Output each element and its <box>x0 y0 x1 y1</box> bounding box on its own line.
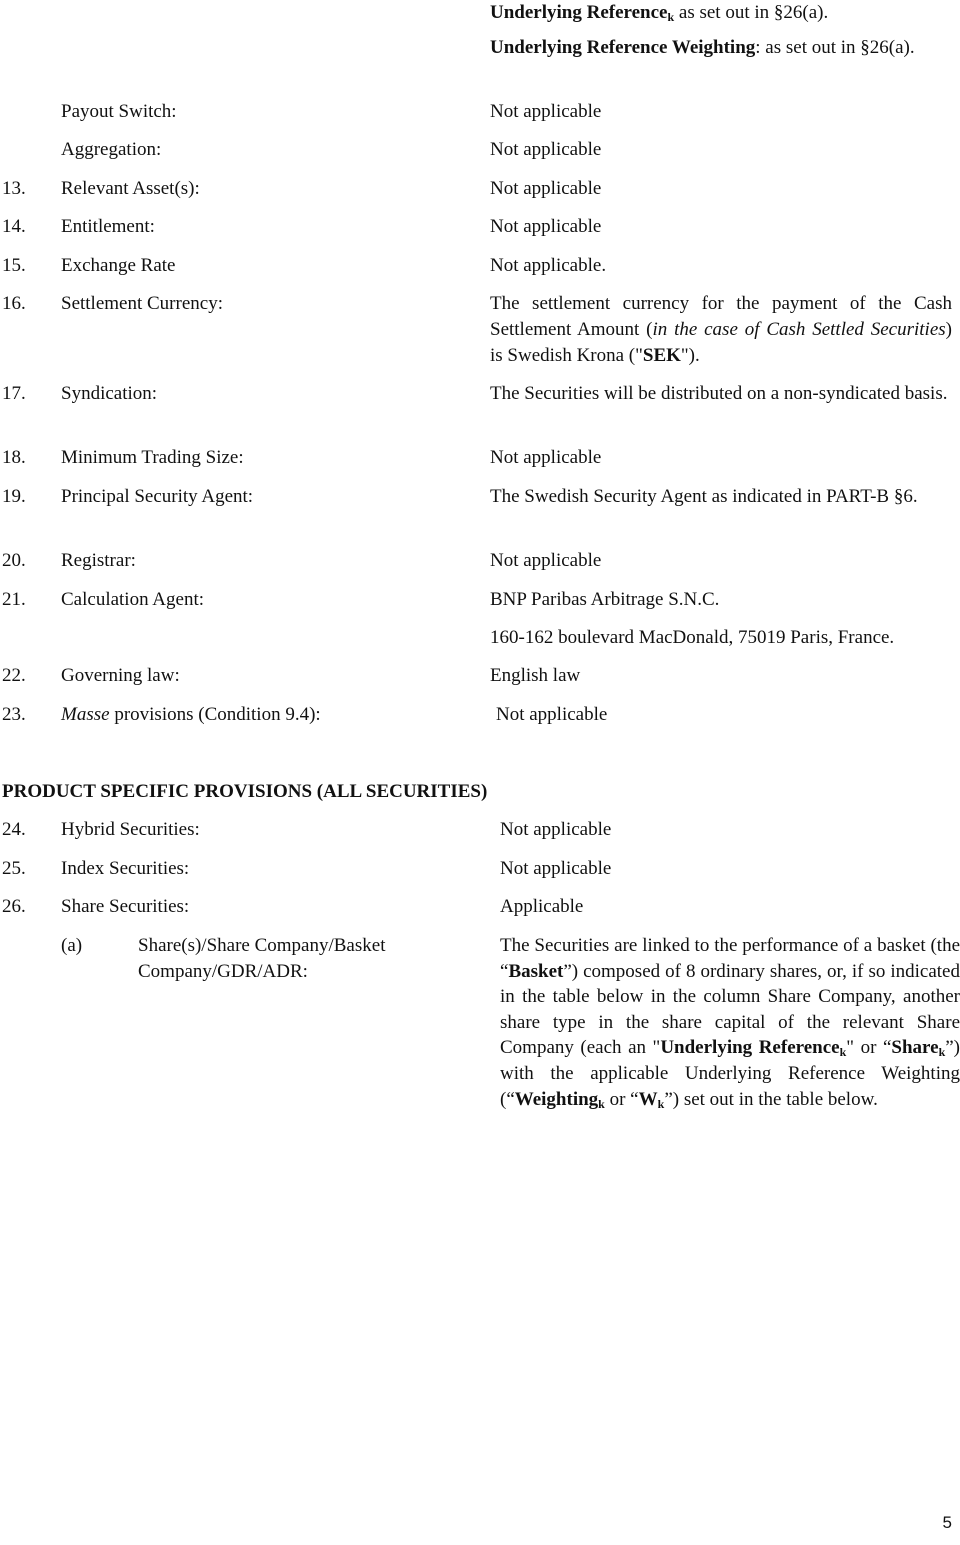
row-number: 13. <box>2 178 26 199</box>
row-value: Not applicable <box>500 858 612 879</box>
row-number: 16. <box>2 293 26 314</box>
row-number: 22. <box>2 665 26 686</box>
row-label: Settlement Currency: <box>61 293 223 314</box>
row-value: Not applicable <box>490 550 602 571</box>
row-number: 25. <box>2 858 26 879</box>
row-number: 21. <box>2 589 26 610</box>
row-label: Share Securities: <box>61 896 190 917</box>
underlying-reference-line: Underlying Reference$_k$ as set out in §26(a). <box>490 2 829 24</box>
subrow-letter: (a) <box>61 935 83 956</box>
row-value: The Swedish Security Agent as indicated in PART-B §6. <box>490 486 918 507</box>
row-value: Applicable <box>500 896 584 917</box>
row-number: 20. <box>2 550 26 571</box>
row-number: 14. <box>2 216 26 237</box>
subrow-label-line2: Company/GDR/ADR: <box>138 961 308 982</box>
row-value: Not applicable. <box>490 255 607 276</box>
row-label: Syndication: <box>61 383 158 404</box>
row-value: Not applicable <box>490 447 602 468</box>
calculation-agent-address: 160-162 boulevard MacDonald, 75019 Paris, France. <box>490 627 895 648</box>
row-number: 17. <box>2 383 26 404</box>
row-value: The settlement currency for the payment of the Cash Settlement Amount (in the case of Cash Settled Securities) is Swedish Krona ("SEK"). <box>490 293 952 366</box>
basket-description: The Securities are linked to the performance of a basket (the “Basket”) composed of 8 ordinary shares, or, if so indicated in the table below in the column Share Company, another share type in the share capital of the relevant Share Company (each an "Underlying Reference$_k$" or “Share$_k$”) with the applicable Underlying Reference Weighting (“Weighting$_k$ or “$W_k$”) set out in the table below. <box>500 935 960 1111</box>
row-label: Aggregation: <box>61 139 162 160</box>
row-label: Exchange Rate <box>61 255 176 276</box>
row-label: Principal Security Agent: <box>61 486 254 507</box>
row-value: Not applicable <box>490 216 602 237</box>
row-value: BNP Paribas Arbitrage S.N.C. <box>490 589 720 610</box>
row-value: Not applicable <box>490 139 602 160</box>
row-label: Calculation Agent: <box>61 589 205 610</box>
page-number: 5 <box>942 1513 952 1532</box>
row-label: Minimum Trading Size: <box>61 447 244 468</box>
row-value: Not applicable <box>490 178 602 199</box>
row-value: Not applicable <box>500 819 612 840</box>
row-label: Index Securities: <box>61 858 190 879</box>
subrow-label-line1: Share(s)/Share Company/Basket <box>138 935 386 956</box>
row-value: Not applicable <box>490 101 602 122</box>
row-number: 26. <box>2 896 26 917</box>
row-value: English law <box>490 665 581 686</box>
row-number: 18. <box>2 447 26 468</box>
row-label: Hybrid Securities: <box>61 819 200 840</box>
underlying-reference-weighting-line: Underlying Reference Weighting: as set out in §26(a). <box>490 37 915 58</box>
row-number: 24. <box>2 819 26 840</box>
row-number: 15. <box>2 255 26 276</box>
row-label: Registrar: <box>61 550 136 571</box>
row-label: Masse provisions (Condition 9.4): <box>61 704 321 725</box>
row-value: Not applicable <box>496 704 608 725</box>
row-value: The Securities will be distributed on a non-syndicated basis. <box>490 383 948 404</box>
row-number: 23. <box>2 704 26 725</box>
row-label: Relevant Asset(s): <box>61 178 200 199</box>
row-number: 19. <box>2 486 26 507</box>
row-label: Payout Switch: <box>61 101 177 122</box>
section-heading: PRODUCT SPECIFIC PROVISIONS (ALL SECURITIES) <box>2 781 488 802</box>
row-label: Governing law: <box>61 665 180 686</box>
row-label: Entitlement: <box>61 216 155 237</box>
